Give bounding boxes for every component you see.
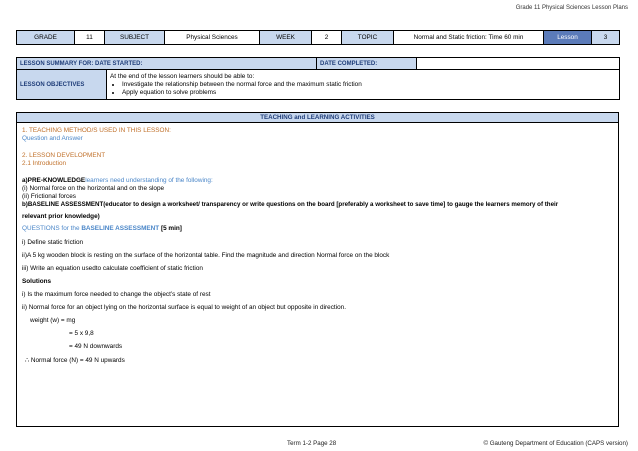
question-item: iii) Write an equation usedto calculate coefficient of static friction bbox=[22, 265, 203, 272]
baseline-assessment-line: relevant prior knowledge) bbox=[22, 213, 100, 220]
method-value: Question and Answer bbox=[22, 135, 83, 142]
questions-suffix: [5 min] bbox=[159, 225, 182, 232]
questions-line bbox=[22, 225, 182, 232]
development-title: 2. LESSON DEVELOPMENT bbox=[22, 152, 106, 159]
objectives-cell bbox=[107, 70, 620, 100]
pre-knowledge-label: a)PRE-KNOWLEDGE bbox=[22, 177, 86, 184]
questions-prefix: QUESTIONS for the bbox=[22, 225, 82, 232]
topic-label: TOPIC bbox=[342, 31, 394, 45]
topic-value: Normal and Static friction: Time 60 min bbox=[394, 31, 544, 45]
question-item: i) Define static friction bbox=[22, 239, 84, 246]
objectives-list bbox=[110, 81, 616, 96]
teaching-body bbox=[16, 123, 619, 427]
objective-item: • Apply equation to solve problems bbox=[122, 89, 616, 96]
lesson-value: 3 bbox=[592, 31, 620, 45]
introduction-title: 2.1 Introduction bbox=[22, 160, 67, 167]
pre-knowledge-item: (i) Normal force on the horizontal and on the slope bbox=[22, 185, 165, 192]
lesson-info-bar bbox=[16, 30, 620, 45]
date-completed-value bbox=[417, 58, 620, 70]
solution-line: ∴ Normal force (N) = 49 N upwards bbox=[25, 357, 125, 364]
date-started-label: LESSON SUMMARY FOR: DATE STARTED: bbox=[17, 58, 317, 70]
grade-label: GRADE bbox=[17, 31, 75, 45]
date-completed-label: DATE COMPLETED: bbox=[317, 58, 417, 70]
objectives-intro: At the end of the lesson learners should be able to: bbox=[110, 73, 255, 80]
question-item: ii)A 5 kg wooden block is resting on the surface of the horizontal table. Find the magnitude and direction Normal force on the block bbox=[22, 252, 390, 259]
objectives-label: LESSON OBJECTIVES bbox=[17, 70, 107, 100]
solution-line: ii) Normal force for an object lying on the horizontal surface is equal to weight of an object but opposite in direction. bbox=[22, 304, 346, 311]
lesson-summary-table bbox=[16, 57, 620, 100]
subject-label: SUBJECT bbox=[105, 31, 165, 45]
solution-line: weight (w) = mg bbox=[30, 317, 76, 324]
solution-line: = 5 x 9,8 bbox=[69, 330, 94, 337]
document-header-title: Grade 11 Physical Sciences Lesson Plans bbox=[515, 5, 628, 11]
pre-knowledge-line bbox=[22, 177, 213, 184]
solutions-label: Solutions bbox=[22, 278, 52, 285]
subject-value: Physical Sciences bbox=[165, 31, 260, 45]
method-title: 1. TEACHING METHOD/S USED IN THIS LESSON: bbox=[22, 127, 171, 134]
pre-knowledge-text: learners need understanding of the following: bbox=[85, 177, 213, 184]
questions-highlight: BASELINE ASSESSMENT bbox=[81, 225, 160, 232]
teaching-heading: TEACHING and LEARNING ACTIVITIES bbox=[16, 112, 619, 123]
solution-line: = 49 N downwards bbox=[69, 343, 123, 350]
solution-line: i) Is the maximum force needed to change the object’s state of rest bbox=[22, 291, 211, 298]
pre-knowledge-item: (ii) Frictional forces bbox=[22, 193, 76, 200]
baseline-assessment-line: b)BASELINE ASSESSMENT(educator to design a worksheet/ transparency or write questions on the board [preferably a worksheet to save time] to gauge the learners memory of their bbox=[22, 201, 559, 208]
week-value: 2 bbox=[312, 31, 342, 45]
grade-value: 11 bbox=[75, 31, 105, 45]
page-number: Term 1-2 Page 28 bbox=[287, 440, 337, 447]
week-label: WEEK bbox=[260, 31, 312, 45]
copyright-notice: © Gauteng Department of Education (CAPS version) bbox=[483, 440, 628, 447]
objective-item: • Investigate the relationship between the normal force and the maximum static friction bbox=[122, 81, 616, 88]
lesson-label: Lesson bbox=[544, 31, 592, 45]
